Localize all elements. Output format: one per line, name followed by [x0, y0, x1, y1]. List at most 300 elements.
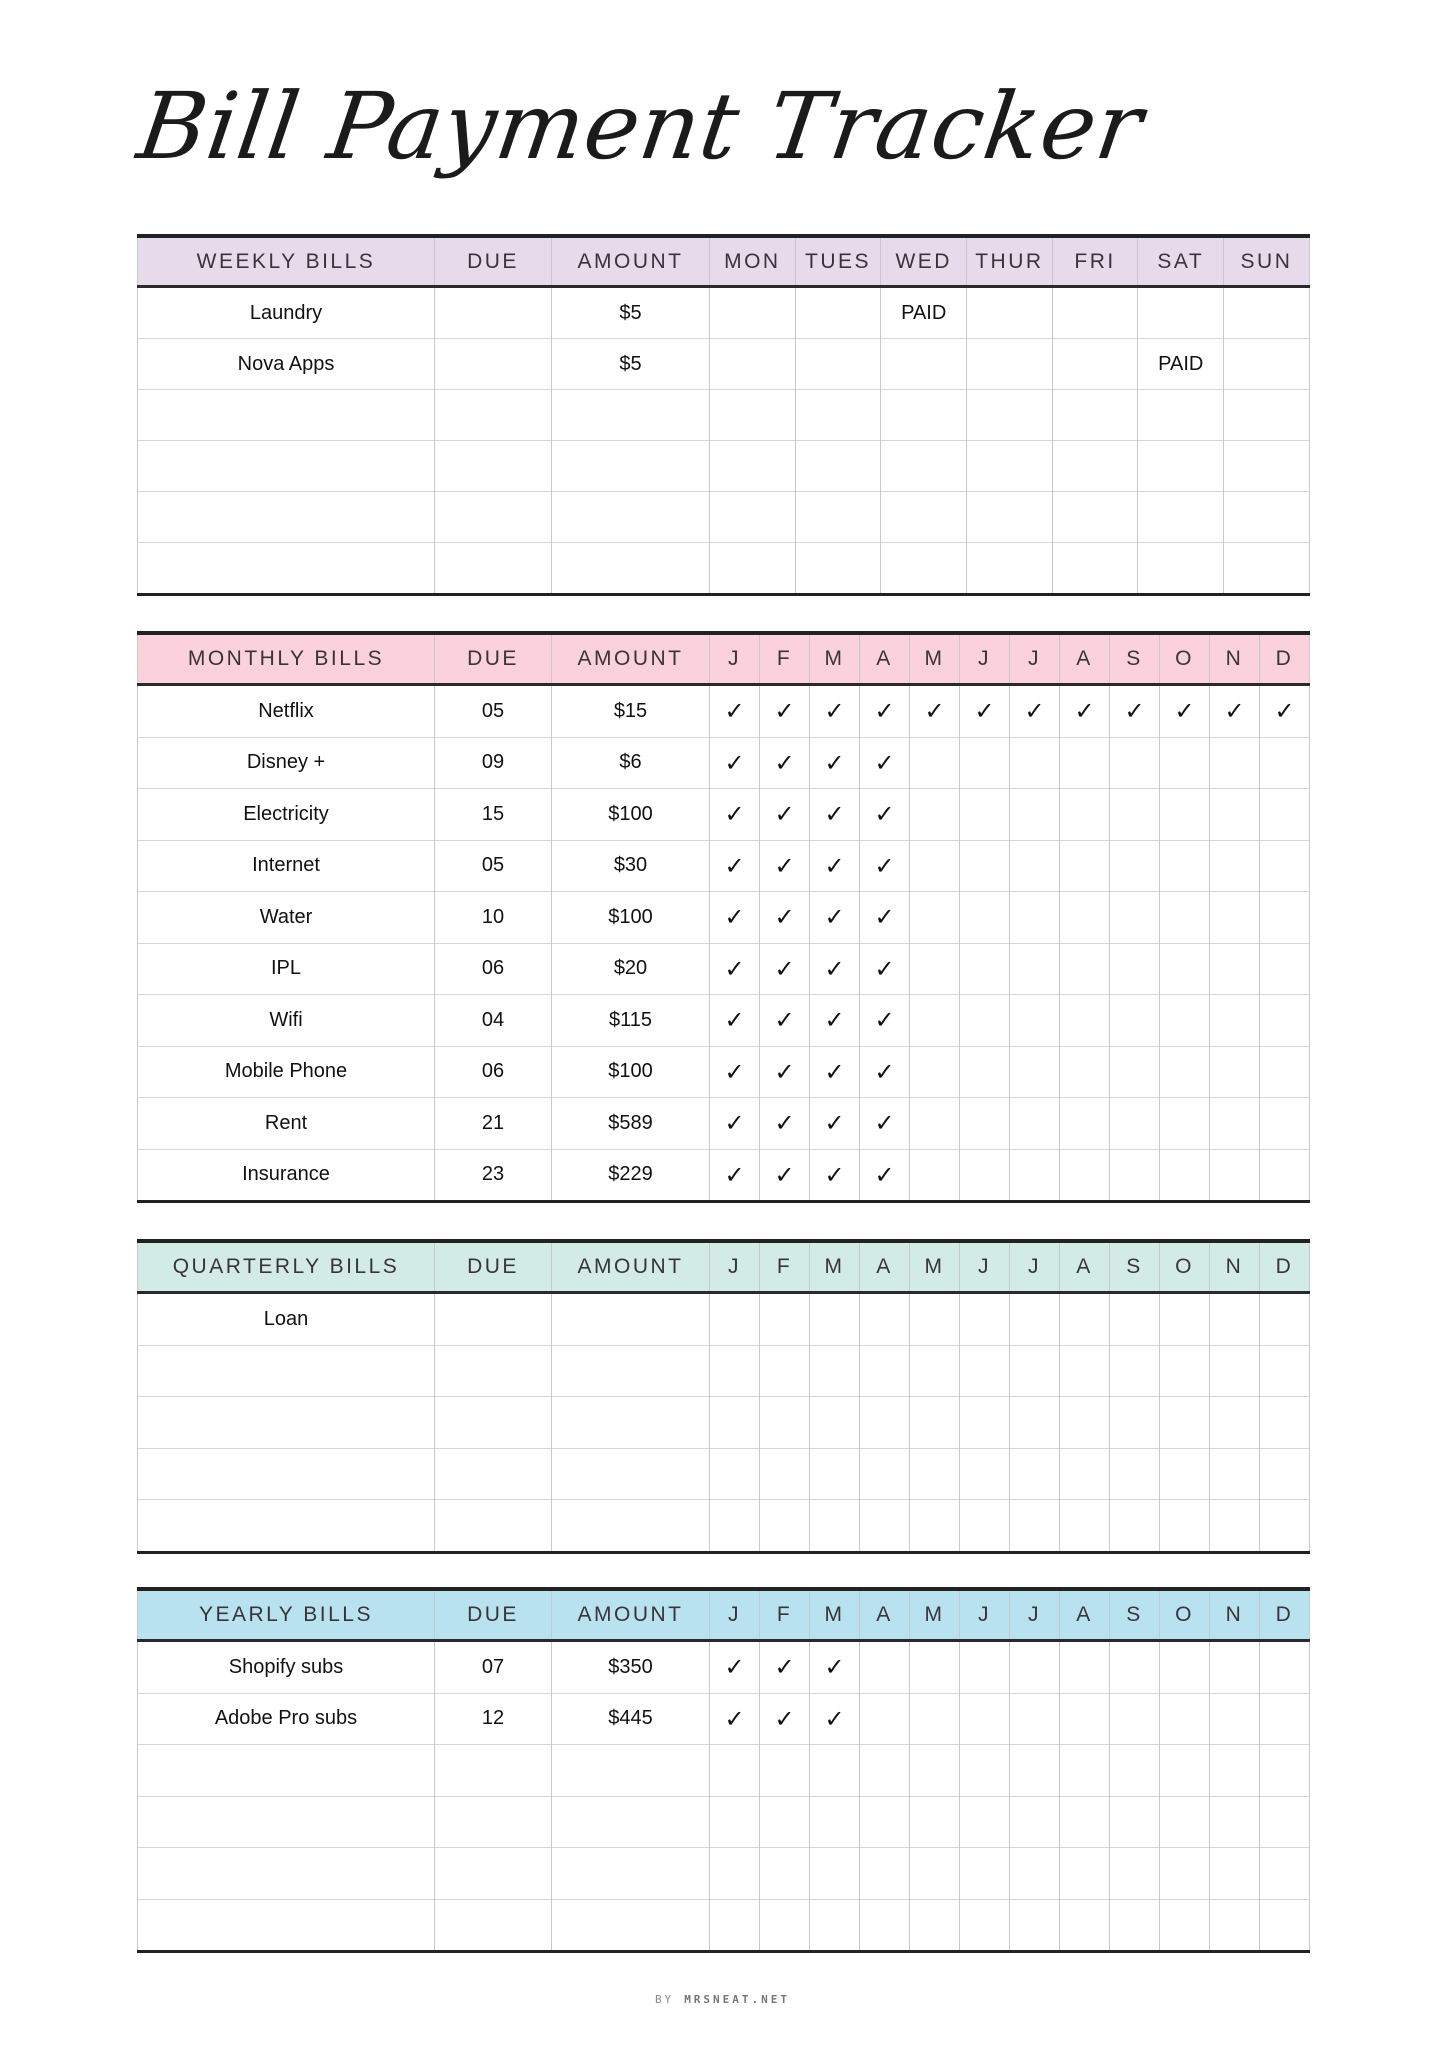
due-date-cell[interactable]: 05 [435, 840, 552, 892]
month-paid-cell[interactable] [760, 995, 810, 1047]
amount-cell[interactable]: $5 [552, 287, 710, 339]
month-paid-cell[interactable] [1110, 1046, 1160, 1098]
month-paid-cell[interactable] [710, 1500, 760, 1553]
month-paid-cell[interactable] [910, 1098, 960, 1150]
month-paid-cell[interactable] [960, 892, 1010, 944]
month-paid-cell[interactable] [760, 1098, 810, 1150]
month-paid-cell[interactable] [1060, 1641, 1110, 1694]
month-paid-cell[interactable] [910, 737, 960, 789]
amount-cell[interactable]: $15 [552, 685, 710, 738]
day-status-cell[interactable] [1052, 492, 1138, 543]
month-paid-cell[interactable] [1210, 1641, 1260, 1694]
month-paid-cell[interactable] [1160, 1046, 1210, 1098]
month-paid-cell[interactable] [760, 892, 810, 944]
bill-name-cell[interactable] [138, 1848, 435, 1900]
day-status-cell[interactable] [1224, 339, 1310, 390]
day-status-cell[interactable] [967, 390, 1053, 441]
bill-name-cell[interactable] [138, 1745, 435, 1797]
month-paid-cell[interactable] [1260, 892, 1310, 944]
amount-cell[interactable]: $30 [552, 840, 710, 892]
month-paid-cell[interactable] [710, 1448, 760, 1500]
month-paid-cell[interactable] [1260, 1448, 1310, 1500]
month-paid-cell[interactable] [1110, 1500, 1160, 1553]
month-paid-cell[interactable] [710, 1848, 760, 1900]
month-paid-cell[interactable] [710, 1745, 760, 1797]
month-paid-cell[interactable] [910, 789, 960, 841]
month-paid-cell[interactable] [1160, 943, 1210, 995]
month-paid-cell[interactable] [1010, 1149, 1060, 1202]
month-paid-cell[interactable] [810, 1293, 860, 1346]
amount-cell[interactable] [552, 492, 710, 543]
month-paid-cell[interactable] [910, 1899, 960, 1952]
month-paid-cell[interactable] [1260, 789, 1310, 841]
day-status-cell[interactable] [1052, 441, 1138, 492]
month-paid-cell[interactable] [710, 892, 760, 944]
month-paid-cell[interactable] [1210, 1046, 1260, 1098]
due-date-cell[interactable] [435, 1345, 552, 1397]
month-paid-cell[interactable] [760, 1448, 810, 1500]
due-date-cell[interactable] [435, 1397, 552, 1449]
month-paid-cell[interactable] [960, 1448, 1010, 1500]
amount-cell[interactable]: $445 [552, 1693, 710, 1745]
month-paid-cell[interactable] [710, 685, 760, 738]
amount-cell[interactable]: $229 [552, 1149, 710, 1202]
month-paid-cell[interactable] [960, 1796, 1010, 1848]
month-paid-cell[interactable] [1160, 1693, 1210, 1745]
amount-cell[interactable] [552, 1448, 710, 1500]
month-paid-cell[interactable] [1160, 737, 1210, 789]
month-paid-cell[interactable] [860, 1500, 910, 1553]
amount-cell[interactable]: $20 [552, 943, 710, 995]
month-paid-cell[interactable] [810, 1149, 860, 1202]
month-paid-cell[interactable] [1210, 737, 1260, 789]
month-paid-cell[interactable] [1010, 995, 1060, 1047]
month-paid-cell[interactable] [1010, 1397, 1060, 1449]
month-paid-cell[interactable] [1060, 995, 1110, 1047]
month-paid-cell[interactable] [760, 685, 810, 738]
month-paid-cell[interactable] [1060, 1397, 1110, 1449]
day-status-cell[interactable] [710, 390, 796, 441]
month-paid-cell[interactable] [1160, 685, 1210, 738]
month-paid-cell[interactable] [860, 1149, 910, 1202]
amount-cell[interactable] [552, 441, 710, 492]
month-paid-cell[interactable] [910, 1345, 960, 1397]
month-paid-cell[interactable] [1010, 685, 1060, 738]
bill-name-cell[interactable] [138, 390, 435, 441]
month-paid-cell[interactable] [1010, 737, 1060, 789]
month-paid-cell[interactable] [1060, 789, 1110, 841]
bill-name-cell[interactable]: Rent [138, 1098, 435, 1150]
month-paid-cell[interactable] [1110, 1899, 1160, 1952]
day-status-cell[interactable] [967, 287, 1053, 339]
month-paid-cell[interactable] [1010, 1848, 1060, 1900]
amount-cell[interactable] [552, 390, 710, 441]
bill-name-cell[interactable] [138, 543, 435, 595]
due-date-cell[interactable] [435, 1448, 552, 1500]
month-paid-cell[interactable] [960, 840, 1010, 892]
month-paid-cell[interactable] [760, 1293, 810, 1346]
month-paid-cell[interactable] [1210, 1448, 1260, 1500]
month-paid-cell[interactable] [710, 1796, 760, 1848]
amount-cell[interactable]: $350 [552, 1641, 710, 1694]
amount-cell[interactable] [552, 1500, 710, 1553]
month-paid-cell[interactable] [910, 1046, 960, 1098]
day-status-cell[interactable] [967, 492, 1053, 543]
month-paid-cell[interactable] [960, 1899, 1010, 1952]
month-paid-cell[interactable] [1010, 1098, 1060, 1150]
month-paid-cell[interactable] [710, 1345, 760, 1397]
amount-cell[interactable] [552, 1848, 710, 1900]
month-paid-cell[interactable] [760, 1745, 810, 1797]
month-paid-cell[interactable] [1010, 1345, 1060, 1397]
month-paid-cell[interactable] [760, 1641, 810, 1694]
month-paid-cell[interactable] [1260, 1500, 1310, 1553]
due-date-cell[interactable]: 10 [435, 892, 552, 944]
month-paid-cell[interactable] [1060, 1448, 1110, 1500]
day-status-cell[interactable] [881, 492, 967, 543]
month-paid-cell[interactable] [910, 943, 960, 995]
due-date-cell[interactable]: 05 [435, 685, 552, 738]
month-paid-cell[interactable] [1160, 1899, 1210, 1952]
month-paid-cell[interactable] [1010, 1046, 1060, 1098]
bill-name-cell[interactable]: Insurance [138, 1149, 435, 1202]
month-paid-cell[interactable] [1060, 1149, 1110, 1202]
month-paid-cell[interactable] [1160, 840, 1210, 892]
month-paid-cell[interactable] [1210, 1293, 1260, 1346]
month-paid-cell[interactable] [910, 1149, 960, 1202]
day-status-cell[interactable] [1224, 492, 1310, 543]
month-paid-cell[interactable] [810, 1397, 860, 1449]
month-paid-cell[interactable] [1160, 892, 1210, 944]
month-paid-cell[interactable] [860, 943, 910, 995]
month-paid-cell[interactable] [860, 1693, 910, 1745]
month-paid-cell[interactable] [810, 892, 860, 944]
month-paid-cell[interactable] [910, 840, 960, 892]
month-paid-cell[interactable] [1260, 1745, 1310, 1797]
bill-name-cell[interactable] [138, 1500, 435, 1553]
month-paid-cell[interactable] [860, 840, 910, 892]
month-paid-cell[interactable] [1060, 1848, 1110, 1900]
day-status-cell[interactable] [795, 441, 881, 492]
month-paid-cell[interactable] [760, 1149, 810, 1202]
month-paid-cell[interactable] [1060, 685, 1110, 738]
month-paid-cell[interactable] [860, 1098, 910, 1150]
bill-name-cell[interactable] [138, 1345, 435, 1397]
month-paid-cell[interactable] [1010, 1293, 1060, 1346]
month-paid-cell[interactable] [760, 1397, 810, 1449]
month-paid-cell[interactable] [960, 737, 1010, 789]
day-status-cell[interactable] [710, 287, 796, 339]
bill-name-cell[interactable] [138, 1397, 435, 1449]
month-paid-cell[interactable] [1010, 1693, 1060, 1745]
amount-cell[interactable]: $100 [552, 892, 710, 944]
month-paid-cell[interactable] [960, 1745, 1010, 1797]
amount-cell[interactable] [552, 1899, 710, 1952]
month-paid-cell[interactable] [910, 1293, 960, 1346]
amount-cell[interactable] [552, 1745, 710, 1797]
month-paid-cell[interactable] [1160, 1098, 1210, 1150]
month-paid-cell[interactable] [810, 1500, 860, 1553]
day-status-cell[interactable] [881, 390, 967, 441]
month-paid-cell[interactable] [710, 995, 760, 1047]
month-paid-cell[interactable] [710, 1397, 760, 1449]
month-paid-cell[interactable] [810, 1641, 860, 1694]
due-date-cell[interactable]: 04 [435, 995, 552, 1047]
month-paid-cell[interactable] [1260, 1796, 1310, 1848]
month-paid-cell[interactable] [1060, 1098, 1110, 1150]
month-paid-cell[interactable] [1210, 685, 1260, 738]
bill-name-cell[interactable]: Internet [138, 840, 435, 892]
month-paid-cell[interactable] [810, 1745, 860, 1797]
month-paid-cell[interactable] [1210, 943, 1260, 995]
month-paid-cell[interactable] [860, 1848, 910, 1900]
month-paid-cell[interactable] [860, 1046, 910, 1098]
day-status-cell[interactable] [1224, 287, 1310, 339]
month-paid-cell[interactable] [810, 943, 860, 995]
month-paid-cell[interactable] [1260, 737, 1310, 789]
month-paid-cell[interactable] [860, 892, 910, 944]
due-date-cell[interactable]: 06 [435, 1046, 552, 1098]
month-paid-cell[interactable] [860, 1448, 910, 1500]
month-paid-cell[interactable] [1110, 685, 1160, 738]
month-paid-cell[interactable] [760, 1046, 810, 1098]
bill-name-cell[interactable]: Adobe Pro subs [138, 1693, 435, 1745]
day-status-cell[interactable] [1052, 287, 1138, 339]
month-paid-cell[interactable] [860, 685, 910, 738]
month-paid-cell[interactable] [710, 1641, 760, 1694]
day-status-cell[interactable] [1138, 441, 1224, 492]
bill-name-cell[interactable]: Water [138, 892, 435, 944]
month-paid-cell[interactable] [760, 840, 810, 892]
month-paid-cell[interactable] [810, 1693, 860, 1745]
due-date-cell[interactable] [435, 543, 552, 595]
day-status-cell[interactable] [710, 492, 796, 543]
day-status-cell[interactable] [1052, 339, 1138, 390]
month-paid-cell[interactable] [1260, 1098, 1310, 1150]
day-status-cell[interactable] [967, 339, 1053, 390]
month-paid-cell[interactable] [1110, 1848, 1160, 1900]
bill-name-cell[interactable] [138, 1899, 435, 1952]
day-status-cell[interactable] [1224, 543, 1310, 595]
month-paid-cell[interactable] [1110, 1796, 1160, 1848]
month-paid-cell[interactable] [1110, 1149, 1160, 1202]
month-paid-cell[interactable] [910, 1641, 960, 1694]
month-paid-cell[interactable] [1110, 1293, 1160, 1346]
month-paid-cell[interactable] [710, 1693, 760, 1745]
month-paid-cell[interactable] [710, 1098, 760, 1150]
due-date-cell[interactable] [435, 1293, 552, 1346]
month-paid-cell[interactable] [1010, 789, 1060, 841]
day-status-cell[interactable] [795, 492, 881, 543]
day-status-cell[interactable] [1052, 543, 1138, 595]
due-date-cell[interactable]: 15 [435, 789, 552, 841]
month-paid-cell[interactable] [1110, 789, 1160, 841]
bill-name-cell[interactable] [138, 1796, 435, 1848]
due-date-cell[interactable] [435, 1500, 552, 1553]
month-paid-cell[interactable] [760, 1848, 810, 1900]
due-date-cell[interactable] [435, 1796, 552, 1848]
day-status-cell[interactable] [967, 543, 1053, 595]
bill-name-cell[interactable]: Electricity [138, 789, 435, 841]
month-paid-cell[interactable] [1210, 1745, 1260, 1797]
month-paid-cell[interactable] [1160, 1848, 1210, 1900]
month-paid-cell[interactable] [1210, 1693, 1260, 1745]
month-paid-cell[interactable] [760, 943, 810, 995]
day-status-cell[interactable] [1224, 390, 1310, 441]
month-paid-cell[interactable] [760, 1693, 810, 1745]
day-status-cell[interactable]: PAID [1138, 339, 1224, 390]
month-paid-cell[interactable] [910, 1796, 960, 1848]
day-status-cell[interactable] [881, 339, 967, 390]
month-paid-cell[interactable] [810, 840, 860, 892]
month-paid-cell[interactable] [710, 1293, 760, 1346]
month-paid-cell[interactable] [1260, 1848, 1310, 1900]
month-paid-cell[interactable] [1060, 1293, 1110, 1346]
due-date-cell[interactable]: 21 [435, 1098, 552, 1150]
day-status-cell[interactable] [795, 390, 881, 441]
month-paid-cell[interactable] [1160, 1397, 1210, 1449]
month-paid-cell[interactable] [1160, 1345, 1210, 1397]
month-paid-cell[interactable] [860, 1397, 910, 1449]
day-status-cell[interactable] [1224, 441, 1310, 492]
month-paid-cell[interactable] [960, 789, 1010, 841]
due-date-cell[interactable] [435, 287, 552, 339]
month-paid-cell[interactable] [1160, 1500, 1210, 1553]
amount-cell[interactable]: $589 [552, 1098, 710, 1150]
month-paid-cell[interactable] [960, 1848, 1010, 1900]
month-paid-cell[interactable] [710, 1899, 760, 1952]
day-status-cell[interactable] [1052, 390, 1138, 441]
month-paid-cell[interactable] [960, 1293, 1010, 1346]
month-paid-cell[interactable] [710, 1046, 760, 1098]
month-paid-cell[interactable] [1060, 840, 1110, 892]
due-date-cell[interactable]: 07 [435, 1641, 552, 1694]
month-paid-cell[interactable] [1010, 1796, 1060, 1848]
month-paid-cell[interactable] [1010, 1448, 1060, 1500]
month-paid-cell[interactable] [1260, 1046, 1310, 1098]
day-status-cell[interactable]: PAID [881, 287, 967, 339]
month-paid-cell[interactable] [1110, 1448, 1160, 1500]
month-paid-cell[interactable] [1210, 1345, 1260, 1397]
month-paid-cell[interactable] [760, 789, 810, 841]
month-paid-cell[interactable] [1210, 840, 1260, 892]
month-paid-cell[interactable] [960, 1098, 1010, 1150]
month-paid-cell[interactable] [960, 1500, 1010, 1553]
month-paid-cell[interactable] [1210, 1397, 1260, 1449]
due-date-cell[interactable]: 23 [435, 1149, 552, 1202]
month-paid-cell[interactable] [1260, 685, 1310, 738]
month-paid-cell[interactable] [1260, 840, 1310, 892]
month-paid-cell[interactable] [1110, 737, 1160, 789]
amount-cell[interactable] [552, 1345, 710, 1397]
bill-name-cell[interactable] [138, 492, 435, 543]
month-paid-cell[interactable] [710, 840, 760, 892]
amount-cell[interactable] [552, 543, 710, 595]
due-date-cell[interactable] [435, 441, 552, 492]
month-paid-cell[interactable] [1060, 1745, 1110, 1797]
month-paid-cell[interactable] [1210, 1500, 1260, 1553]
month-paid-cell[interactable] [1210, 892, 1260, 944]
day-status-cell[interactable] [795, 339, 881, 390]
month-paid-cell[interactable] [960, 1046, 1010, 1098]
day-status-cell[interactable] [795, 287, 881, 339]
month-paid-cell[interactable] [810, 1448, 860, 1500]
day-status-cell[interactable] [1138, 390, 1224, 441]
month-paid-cell[interactable] [1260, 943, 1310, 995]
month-paid-cell[interactable] [1010, 892, 1060, 944]
month-paid-cell[interactable] [760, 737, 810, 789]
month-paid-cell[interactable] [1160, 1293, 1210, 1346]
month-paid-cell[interactable] [960, 943, 1010, 995]
month-paid-cell[interactable] [910, 1693, 960, 1745]
month-paid-cell[interactable] [710, 1149, 760, 1202]
month-paid-cell[interactable] [860, 1745, 910, 1797]
month-paid-cell[interactable] [810, 685, 860, 738]
month-paid-cell[interactable] [960, 995, 1010, 1047]
month-paid-cell[interactable] [810, 1345, 860, 1397]
month-paid-cell[interactable] [960, 1641, 1010, 1694]
bill-name-cell[interactable]: Mobile Phone [138, 1046, 435, 1098]
month-paid-cell[interactable] [860, 737, 910, 789]
month-paid-cell[interactable] [1060, 737, 1110, 789]
month-paid-cell[interactable] [960, 1693, 1010, 1745]
month-paid-cell[interactable] [1260, 1641, 1310, 1694]
month-paid-cell[interactable] [1060, 892, 1110, 944]
month-paid-cell[interactable] [710, 737, 760, 789]
bill-name-cell[interactable]: Wifi [138, 995, 435, 1047]
month-paid-cell[interactable] [810, 995, 860, 1047]
amount-cell[interactable]: $100 [552, 1046, 710, 1098]
bill-name-cell[interactable]: Nova Apps [138, 339, 435, 390]
month-paid-cell[interactable] [810, 1848, 860, 1900]
day-status-cell[interactable] [710, 441, 796, 492]
month-paid-cell[interactable] [1010, 1745, 1060, 1797]
month-paid-cell[interactable] [1060, 1796, 1110, 1848]
amount-cell[interactable]: $5 [552, 339, 710, 390]
month-paid-cell[interactable] [1110, 1397, 1160, 1449]
month-paid-cell[interactable] [860, 995, 910, 1047]
day-status-cell[interactable] [710, 339, 796, 390]
due-date-cell[interactable] [435, 390, 552, 441]
month-paid-cell[interactable] [1010, 1899, 1060, 1952]
month-paid-cell[interactable] [1160, 1796, 1210, 1848]
month-paid-cell[interactable] [1260, 1693, 1310, 1745]
month-paid-cell[interactable] [710, 943, 760, 995]
day-status-cell[interactable] [1138, 287, 1224, 339]
month-paid-cell[interactable] [1210, 1098, 1260, 1150]
month-paid-cell[interactable] [1160, 1641, 1210, 1694]
month-paid-cell[interactable] [1010, 1500, 1060, 1553]
bill-name-cell[interactable] [138, 1448, 435, 1500]
month-paid-cell[interactable] [860, 1641, 910, 1694]
bill-name-cell[interactable]: Shopify subs [138, 1641, 435, 1694]
bill-name-cell[interactable]: IPL [138, 943, 435, 995]
amount-cell[interactable]: $100 [552, 789, 710, 841]
due-date-cell[interactable]: 06 [435, 943, 552, 995]
month-paid-cell[interactable] [910, 1397, 960, 1449]
amount-cell[interactable] [552, 1796, 710, 1848]
day-status-cell[interactable] [881, 441, 967, 492]
month-paid-cell[interactable] [1010, 840, 1060, 892]
due-date-cell[interactable] [435, 1848, 552, 1900]
day-status-cell[interactable] [710, 543, 796, 595]
month-paid-cell[interactable] [810, 1098, 860, 1150]
month-paid-cell[interactable] [1260, 1149, 1310, 1202]
due-date-cell[interactable] [435, 339, 552, 390]
month-paid-cell[interactable] [1110, 1745, 1160, 1797]
bill-name-cell[interactable]: Laundry [138, 287, 435, 339]
month-paid-cell[interactable] [860, 1899, 910, 1952]
